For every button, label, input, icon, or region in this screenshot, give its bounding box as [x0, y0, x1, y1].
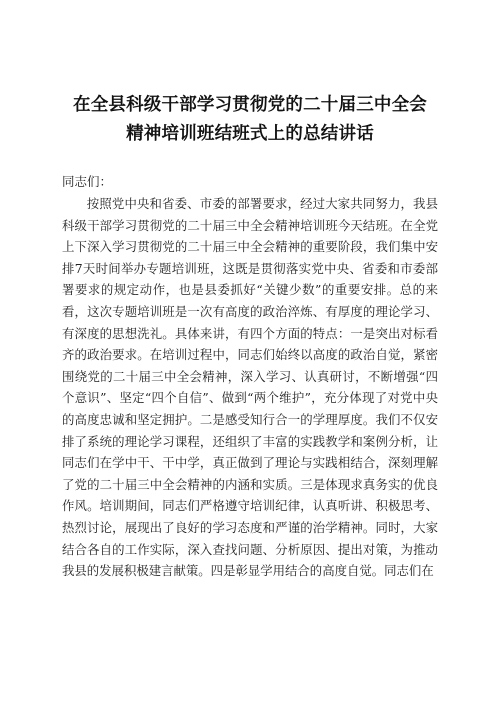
document-title-line-2: 精神培训班结班式上的总结讲话: [126, 124, 374, 144]
salutation: 同志们：: [62, 174, 113, 189]
body-paragraph: 按照党中央和省委、市委的部署要求，经过大家共同努力，我县科级干部学习贯彻党的二十届三中全会精神培训班今天结班。在全党上下深入学习贯彻党的二十届三中全会精神的重要阶段，我们集中安排7天时间举办专题培训班，这既是贯彻落实党中央、省委和市委部署要求的规定动作，也是县委抓好“关键少数”的重要安排。总的来看，这次专题培训班是一次有高度的政治淬炼、有厚度的理论学习、有深度的思想洗礼。具体来讲，有四个方面的特点：一是突出对标看齐的政治要求。在培训过程中，同志们始终以高度的政治自觉，紧密围绕党的二十届三中全会精神，深入学习、认真研讨，不断增强“四个意识”、坚定“四个自信”、做到“两个维护”，充分体现了对党中央的高度忠诚和坚定拥护。二是感受知行合一的学理厚度。我们不仅安排了系统的理论学习课程，还组织了丰富的实践教学和案例分析，让同志们在学中干、干中学，真正做到了理论与实践相结合，深刻理解了党的二十届三中全会精神的内涵和实质。三是体现求真务实的优良作风。培训期间，同志们严格遵守培训纪律，认真听讲、积极思考、热烈讨论，展现出了良好的学习态度和严谨的治学精神。同时，大家结合各自的工作实际，深入查找问题、分析原因、提出对策，为推动我县的发展积极建言献策。四是彰显学用结合的高度自觉。同志们在: [62, 196, 438, 579]
document-title-line-1: 在全县科级干部学习贯彻党的二十届三中全会: [73, 95, 427, 115]
